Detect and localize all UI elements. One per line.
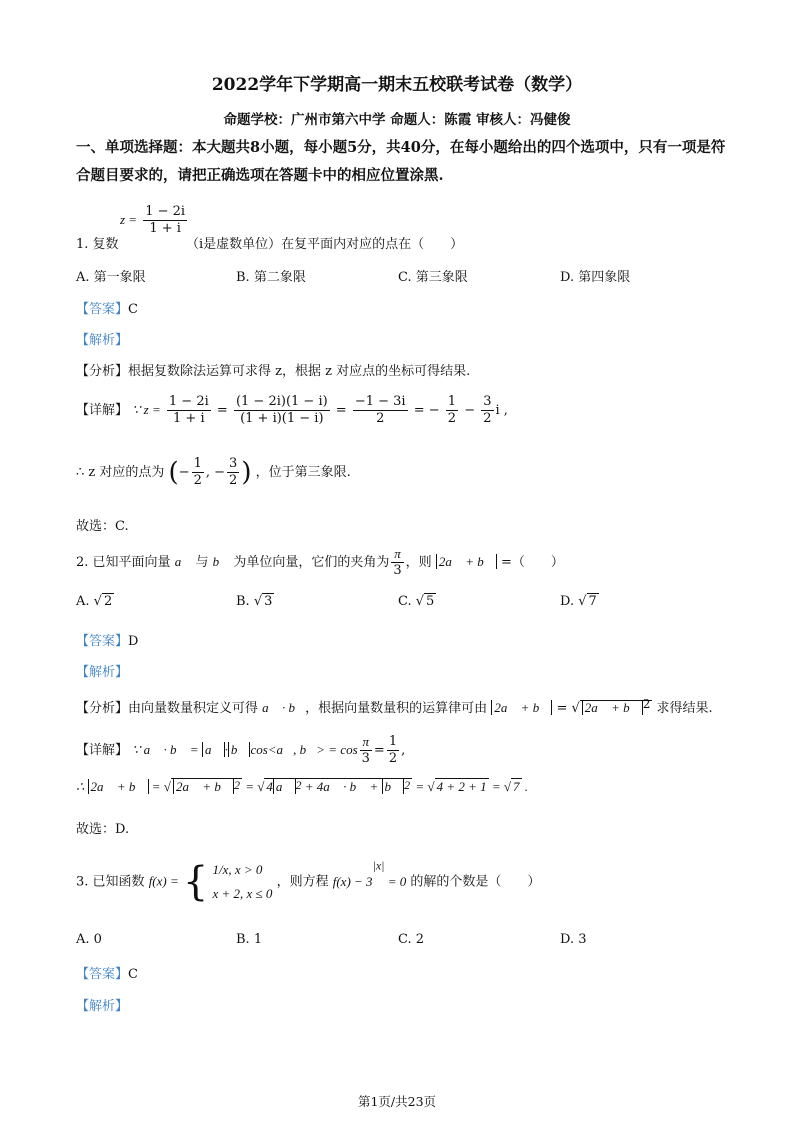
q2-fenxi: 【分析】由向量数量积定义可得 a⃗ · b⃗，根据向量数量积的运算律可由 2a⃗ + b⃗ = √ 2a⃗ + b⃗ $^2$ 求得结果. <box>76 697 713 716</box>
q1-option-c: C. 第三象限 <box>398 270 468 285</box>
q1-answer-value: C <box>128 302 138 317</box>
q2-detail-line1: 【详解】 ∵ a⃗ · b⃗ = a⃗ · b⃗ cos<a⃗, b⃗> = cos $\frac{\pi}{3}$ = $\frac{1}{2}$ , <box>76 734 406 766</box>
q2-stem: 2. 已知平面向量 a⃗ 与 b⃗ 为单位向量，它们的夹角为 $\frac{\pi}{3}$ ，则 2a⃗ + b⃗ =（ ） <box>76 546 564 578</box>
section-heading: 一、单项选择题：本大题共8小题，每小题5分，共40分，在每小题给出的四个选项中，只有一项是符合题目要求的，请把正确选项在答题卡中的相应位置涂黑. <box>76 139 726 184</box>
q2-option-c: C. √ 5 <box>398 594 435 609</box>
q2-detail-line2: ∴ 2a⃗ + b⃗ = √ 2a⃗ + b⃗ $^2$ = √ 4 a⃗ $^2$ + 4a⃗ · b⃗ + b⃗ $^2$ = √ 4 + 2 + 1 = √ 7 . <box>76 778 529 794</box>
q3-answer-tag: 【答案】 <box>76 967 129 982</box>
q1-option-d: D. 第四象限 <box>560 270 631 285</box>
q3-option-a: A. 0 <box>76 932 102 947</box>
q1-point: ∴ z 对应的点为 (− $\frac{1}{2}$ , − $\frac{3}{2}$ ) ，位于第三象限. <box>76 456 351 488</box>
q1-answer-tag: 【答案】 <box>76 302 129 317</box>
q1-fraction-num: 1 − 2i <box>145 204 186 219</box>
q2-fenxi-tag: 【分析】 <box>76 701 129 716</box>
q1-conclusion: 故选：C. <box>76 519 129 534</box>
q2-detail-tag: 【详解】 <box>76 743 129 758</box>
q1-detail-prefix: ∵ z = <box>132 402 161 417</box>
q2-conclusion: 故选：D. <box>76 822 130 837</box>
q3-stem-mid: ，则方程 <box>276 874 329 890</box>
q1-detail: 【详解】 ∵ z = $\frac{1 - 2i}{1 + i}$ = $\frac{(1 - 2i)(1 - i)}{(1 + i)(1 - i)}$ = $\frac{-1 - 3i}{2}$ = − $\frac{1}{2}$ − $\frac{3}{2}$ i , <box>76 394 508 426</box>
q1-analysis-tag: 【解析】 <box>76 333 129 348</box>
q2-stem-mid2: 为单位向量，它们的夹角为 <box>233 555 390 570</box>
q3-analysis-tag: 【解析】 <box>76 999 129 1014</box>
q3-piece2: x + 2, x ≤ 0 <box>212 886 273 901</box>
q1-stem-prefix: 1. 复数 <box>76 237 119 252</box>
q2-stem-mid: 与 <box>195 555 209 570</box>
q3-answer <box>76 963 138 982</box>
q2-stem-mid3: ，则 <box>405 555 432 570</box>
q2-answer <box>76 630 138 649</box>
q3-answer-value: C <box>128 967 138 982</box>
q3-stem-prefix: 3. 已知函数 <box>76 874 145 890</box>
q1-point-prefix: ∴ z 对应的点为 <box>76 465 165 480</box>
q2-option-a: A. √ 2 <box>76 594 113 609</box>
q1-formula <box>120 204 189 237</box>
q2-analysis-tag: 【解析】 <box>76 665 129 680</box>
q2-stem-suffix: =（ ） <box>500 555 564 570</box>
q1-stem-suffix: （i是虚数单位）在复平面内对应的点在（ ） <box>186 237 464 252</box>
q1-answer <box>76 298 138 317</box>
page-title: 2022学年下学期高一期末五校联考试卷（数学） <box>211 75 583 95</box>
q2-stem-prefix: 2. 已知平面向量 <box>76 555 171 570</box>
q1-formula-lhs: z = <box>120 212 138 227</box>
q3-piece1: 1/x, x > 0 <box>212 862 263 877</box>
q2-answer-tag: 【答案】 <box>76 634 129 649</box>
page-number: 第1页/共23页 <box>357 1094 437 1109</box>
q1-point-suffix: ，位于第三象限. <box>255 465 351 480</box>
q3-option-c: C. 2 <box>398 932 425 947</box>
q1-option-b: B. 第二象限 <box>236 270 306 285</box>
q3-stem-suffix: 的解的个数是（ ） <box>410 874 541 890</box>
q2-option-d: D. √ 7 <box>560 594 597 609</box>
q1-fenxi-tag: 【分析】 <box>76 364 129 379</box>
q1-option-a: A. 第一象限 <box>76 270 146 285</box>
q3-option-d: D. 3 <box>560 932 587 947</box>
q1-fenxi <box>76 360 470 379</box>
q2-option-b: B. √ 3 <box>236 594 273 609</box>
q3-stem: 3. 已知函数 f(x) = { 1/x, x > 0 x + 2, x ≤ 0 ，则方程 $f(x) - 3^{|x|} = 0$ 的解的个数是（ ） <box>76 858 541 905</box>
q1-fenxi-text: 根据复数除法运算可求得 z，根据 z 对应点的坐标可得结果. <box>128 364 471 379</box>
q1-fraction-den: 1 + i <box>149 221 181 236</box>
q1-fraction <box>143 204 187 237</box>
q1-detail-tag: 【详解】 <box>76 403 129 418</box>
q2-answer-value: D <box>128 634 139 649</box>
exam-credits: 命题学校：广州市第六中学 命题人：陈霞 审核人：冯健俊 <box>223 112 571 128</box>
q3-option-b: B. 1 <box>236 932 263 947</box>
